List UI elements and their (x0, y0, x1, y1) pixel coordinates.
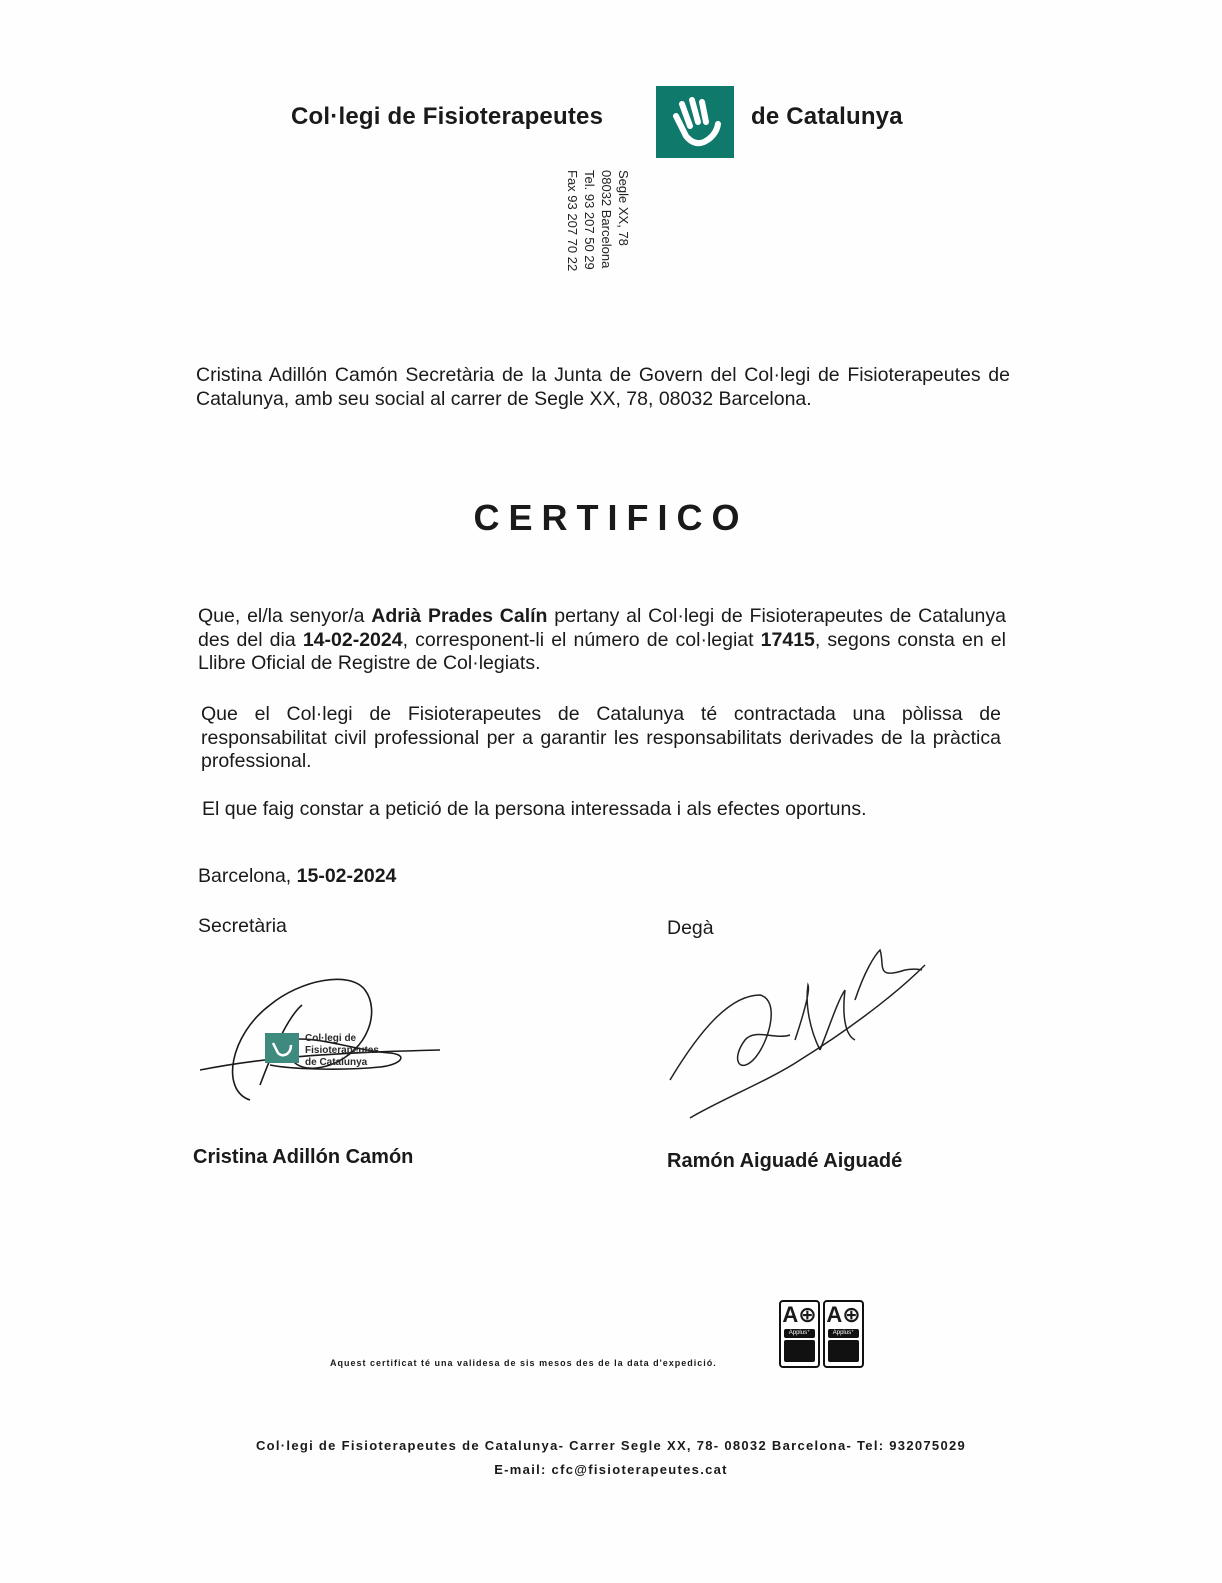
p1-text: pertany al Col·legi de Fisioterapeutes de Catalunya des del dia (198, 605, 1006, 651)
closing-paragraph: El que faig constar a petició de la persona interessada i als efectes oportuns. (202, 798, 867, 820)
college-logo (656, 86, 734, 158)
address-line: Fax 93 207 70 22 (565, 170, 580, 272)
membership-paragraph (198, 605, 1006, 676)
badge-label: Applus⁺ (828, 1329, 859, 1338)
badge-block (784, 1340, 815, 1362)
certification-badge (779, 1300, 820, 1368)
secretary-name: Cristina Adillón Camón (193, 1146, 414, 1168)
dean-name: Ramón Aiguadé Aiguadé (667, 1150, 903, 1172)
place-date (198, 865, 396, 888)
secretary-signature (190, 965, 460, 1115)
member-number: 17415 (760, 628, 815, 651)
address-line: Tel. 93 207 50 29 (582, 170, 597, 270)
badge-grade: A⊕ (782, 1302, 817, 1327)
certificate-title: CERTIFICO (473, 497, 749, 538)
dean-signature (660, 940, 940, 1130)
stamp-line: Fisioterapeutes (305, 1045, 379, 1056)
p1-text: , corresponent-li el número de col·legiat (402, 628, 761, 651)
secretary-role: Secretària (198, 915, 287, 937)
org-name-right: de Catalunya (751, 103, 903, 130)
stamp-line: de Catalunya (305, 1057, 368, 1068)
place: Barcelona, (198, 865, 297, 887)
address-block (564, 170, 632, 271)
member-name: Adrià Prades Calín (371, 605, 548, 627)
insurance-paragraph: Que el Col·legi de Fisioterapeutes de Catalunya té contractada una pòlissa de responsabilitat civil professional per a garantir les responsabilitats derivades de la pràctica professional. (201, 703, 1001, 772)
footer-email: E-mail: cfc@fisioterapeutes.cat (494, 1462, 728, 1477)
badge-grade: A⊕ (826, 1302, 861, 1327)
p1-text: Que, el/la senyor/a (198, 605, 372, 627)
footer-address: Col·legi de Fisioterapeutes de Catalunya- Carrer Segle XX, 78- 08032 Barcelona- Tel: 932075029 (255, 1438, 967, 1453)
dean-role: Degà (667, 917, 714, 939)
certification-badge (823, 1300, 864, 1368)
intro-paragraph: Cristina Adillón Camón Secretària de la Junta de Govern del Col·legi de Fisioterapeutes de Catalunya, amb seu social al carrer de Segle XX, 78, 08032 Barcelona. (196, 364, 1010, 410)
stamp-line: Col·legi de (305, 1033, 357, 1044)
issue-date: 15-02-2024 (296, 865, 397, 887)
address-line: 08032 Barcelona (599, 170, 614, 269)
badge-block (828, 1340, 859, 1362)
badge-label: Applus⁺ (784, 1329, 815, 1338)
org-name-left: Col·legi de Fisioterapeutes (291, 103, 604, 130)
address-line: Segle XX, 78 (616, 170, 631, 246)
hand-icon (656, 86, 734, 158)
member-since-date: 14-02-2024 (302, 628, 403, 651)
validity-note: Aquest certificat té una validesa de sis mesos des de la data d'expedició. (330, 1358, 717, 1368)
p1-text: , segons consta en el Llibre Oficial de Registre de Col·legiats. (198, 628, 1006, 674)
